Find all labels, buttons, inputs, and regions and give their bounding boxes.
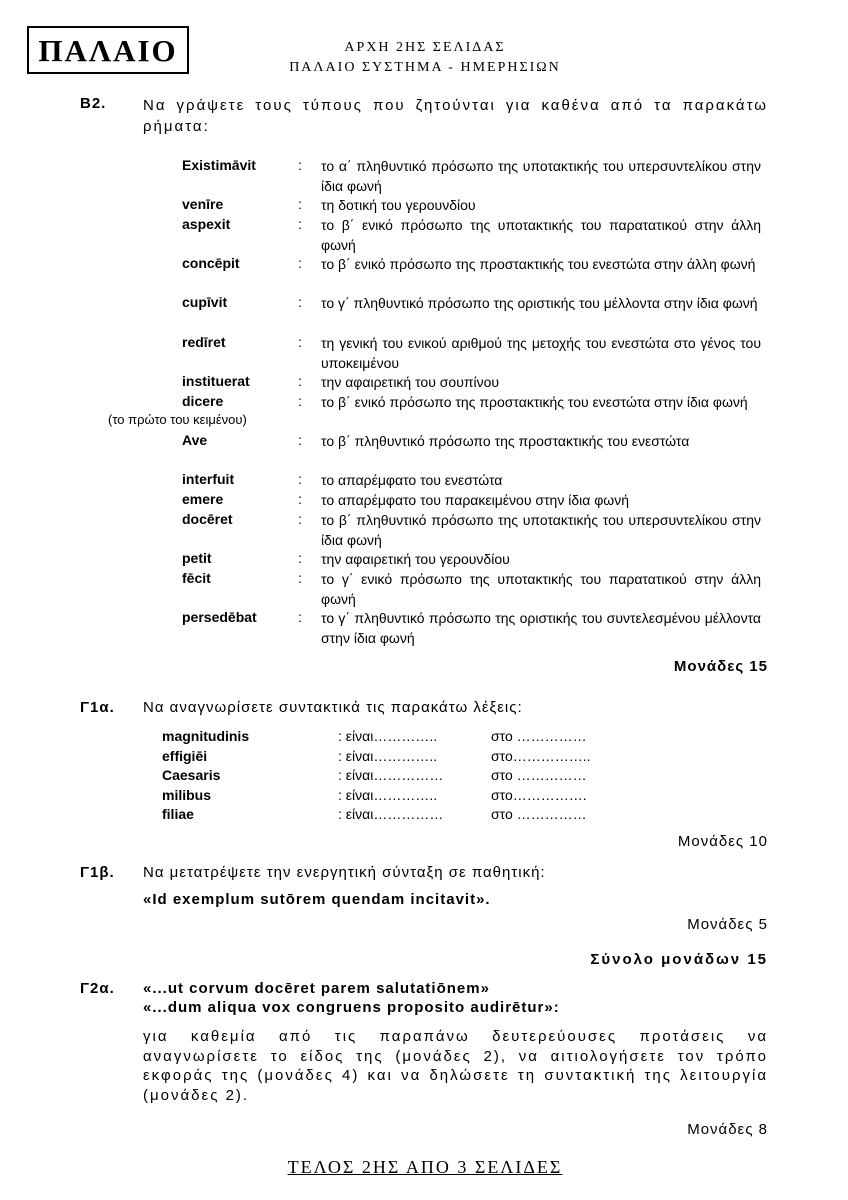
identification-row (0, 728, 848, 748)
verb-word: redīret (182, 334, 226, 350)
question-g2a-quote2: «...dum aliqua vox congruens proposito audirētur»: (143, 999, 560, 1016)
verb-colon: : (298, 196, 302, 212)
verb-word: instituerat (182, 373, 250, 389)
answer-blank-is: : είναι…………… (338, 806, 444, 822)
answer-blank-is: : είναι………….. (338, 728, 438, 744)
verb-word: aspexit (182, 216, 231, 232)
question-g1a-label: Γ1α. (80, 699, 115, 716)
verb-word: Existimāvit (182, 157, 256, 173)
verb-description: το β΄ πληθυντικό πρόσωπο της προστακτικής του ενεστώτα (321, 433, 690, 449)
answer-blank-in: στο…………….. (491, 748, 591, 764)
verb-word: cupīvit (182, 294, 228, 310)
verb-description: το γ΄ πληθυντικό πρόσωπο της οριστικής του συντελεσμένου μέλλοντα στην ίδια φωνή (321, 610, 761, 646)
answer-blank-in: στο …………… (491, 806, 587, 822)
verb-word: petit (182, 550, 212, 566)
identification-row (0, 748, 848, 768)
verb-word: docēret (182, 511, 233, 527)
verb-description: το β΄ ενικό πρόσωπο της προστακτικής του ενεστώτα στην άλλη φωνή (321, 256, 756, 272)
verb-colon: : (298, 570, 302, 586)
verb-description: το α΄ πληθυντικό πρόσωπο της υποτακτικής του υπερσυντελίκου στην ίδια φωνή (321, 158, 761, 194)
verb-colon: : (298, 216, 302, 232)
old-system-stamp: ΠΑΛΑΙΟ (27, 26, 189, 74)
verb-word: dicere (182, 393, 224, 409)
verb-colon: : (298, 609, 302, 625)
page-footer: ΤΕΛΟΣ 2ΗΣ ΑΠΟ 3 ΣΕΛΙΔΕΣ (287, 1157, 563, 1177)
verb-description: τη γενική του ενικού αριθμού της μετοχής του ενεστώτα στο γένος του υποκειμένου (321, 335, 761, 371)
question-g1a-points: Μονάδες 10 (677, 833, 768, 850)
verb-description: το β΄ ενικό πρόσωπο της προστακτικής του ενεστώτα στην ίδια φωνή (321, 394, 748, 410)
answer-blank-in: στο …………… (491, 767, 587, 783)
question-g1b-points: Μονάδες 5 (687, 916, 768, 933)
answer-blank-is: : είναι…………… (338, 767, 444, 783)
verb-description: την αφαιρετική του γερουνδίου (321, 551, 510, 567)
verb-word: interfuit (182, 471, 235, 487)
verb-description: το γ΄ ενικό πρόσωπο της υποτακτικής του παρατατικού στην άλλη φωνή (321, 571, 761, 607)
verb-word: emere (182, 491, 224, 507)
verb-colon: : (298, 294, 302, 310)
page-header-line1: ΑΡΧΗ 2ΗΣ ΣΕΛΙΔΑΣ (344, 40, 506, 55)
verb-word: concēpit (182, 255, 240, 271)
verb-colon: : (298, 471, 302, 487)
identification-row (0, 767, 848, 787)
verb-word: persedēbat (182, 609, 257, 625)
verb-description: το β΄ ενικό πρόσωπο της υποτακτικής του παρατατικού στην άλλη φωνή (321, 217, 761, 253)
latin-word: milibus (162, 787, 212, 803)
question-g1-total-points: Σύνολο μονάδων 15 (590, 951, 768, 968)
answer-blank-is: : είναι………….. (338, 787, 438, 803)
question-g2a-text: για καθεμία από τις παραπάνω δευτερεύουσες προτάσεις να αναγνωρίσετε το είδος της (μονάδες 2), να αιτιολογήσετε τον τρόπο εκφοράς της (μονάδες 4) και να δηλώσετε τη συντακτική της λειτουργία (μονάδες 2). (143, 1028, 768, 1104)
question-g1b-sentence: «Id exemplum sutōrem quendam incitavit». (143, 891, 491, 908)
verb-description: την αφαιρετική του σουπίνου (321, 374, 500, 390)
verb-word: venīre (182, 196, 224, 212)
verb-colon: : (298, 157, 302, 173)
question-g2a-points: Μονάδες 8 (687, 1121, 768, 1138)
verb-word: fēcit (182, 570, 211, 586)
verb-colon: : (298, 550, 302, 566)
latin-word: magnitudinis (162, 728, 250, 744)
verb-colon: : (298, 334, 302, 350)
verb-colon: : (298, 393, 302, 409)
verb-colon: : (298, 373, 302, 389)
question-g2a-quote1: «...ut corvum docēret parem salutatiōnem» (143, 980, 490, 997)
question-b2-points: Μονάδες 15 (673, 658, 768, 675)
answer-blank-in: στο …………… (491, 728, 587, 744)
question-g1a-text: Να αναγνωρίσετε συντακτικά τις παρακάτω λέξεις: (143, 699, 523, 716)
answer-blank-is: : είναι………….. (338, 748, 438, 764)
question-b2-text: Να γράψετε τους τύπους που ζητούνται για καθένα από τα παρακάτω ρήματα: (143, 97, 768, 135)
verb-description: το απαρέμφατο του παρακειμένου στην ίδια φωνή (321, 492, 630, 508)
verb-word: Ave (182, 432, 208, 448)
verb-colon: : (298, 255, 302, 271)
page-header-line2: ΠΑΛΑΙΟ ΣΥΣΤΗΜΑ - ΗΜΕΡΗΣΙΩΝ (289, 60, 561, 75)
question-g1b-label: Γ1β. (80, 864, 115, 881)
verb-colon: : (298, 432, 302, 448)
verb-note: (το πρώτο του κειμένου) (108, 412, 247, 427)
identification-row (0, 787, 848, 807)
question-b2-label: Β2. (80, 95, 107, 112)
verb-colon: : (298, 491, 302, 507)
verb-description: το απαρέμφατο του ενεστώτα (321, 472, 503, 488)
answer-blank-in: στο……………. (491, 787, 587, 803)
latin-word: Caesaris (162, 767, 221, 783)
verb-description: τη δοτική του γερουνδίου (321, 197, 476, 213)
latin-word: effigiēi (162, 748, 208, 764)
identification-row (0, 806, 848, 826)
question-g2a-label: Γ2α. (80, 980, 115, 997)
verb-description: το γ΄ πληθυντικό πρόσωπο της οριστικής του μέλλοντα στην ίδια φωνή (321, 295, 758, 311)
latin-word: filiae (162, 806, 194, 822)
verb-description: το β΄ πληθυντικό πρόσωπο της υποτακτικής του υπερσυντελίκου στην ίδια φωνή (321, 512, 761, 548)
question-g1b-text: Να μετατρέψετε την ενεργητική σύνταξη σε παθητική: (143, 864, 546, 881)
verb-colon: : (298, 511, 302, 527)
